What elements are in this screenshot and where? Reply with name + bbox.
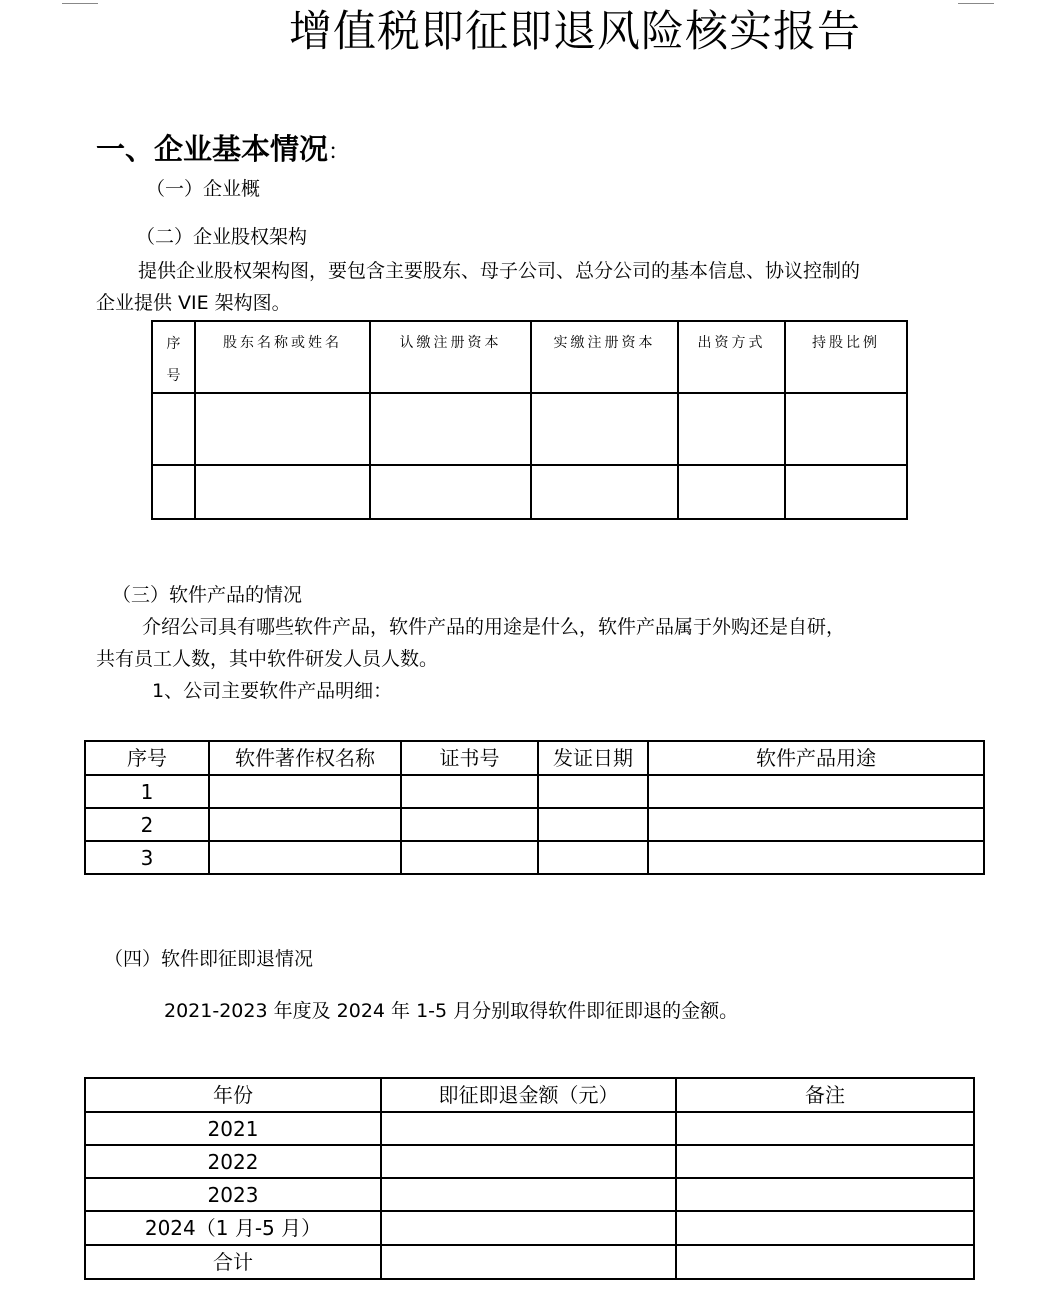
table-cell: [648, 841, 984, 874]
table-row: [85, 1178, 974, 1211]
software-table-header-row: [85, 741, 984, 775]
refund-amount-table: [84, 1077, 975, 1280]
table-cell: [381, 1245, 676, 1279]
table-cell: [678, 465, 785, 519]
header-refund-amount: 即征即退金额（元）: [381, 1078, 676, 1112]
table-row: [85, 1145, 974, 1178]
section-heading-text: 一、企业基本情况: [96, 132, 329, 166]
table-row-total: [85, 1245, 974, 1279]
table-cell: [209, 808, 401, 841]
table-cell: [381, 1178, 676, 1211]
table-cell: [676, 1178, 974, 1211]
table-cell: [676, 1211, 974, 1245]
header-shareholding-ratio: 持股比例: [785, 321, 907, 393]
table-cell: [370, 465, 531, 519]
table-cell: [401, 808, 538, 841]
table-cell: [676, 1145, 974, 1178]
report-title: 增值税即征即退风险核实报告: [289, 7, 861, 57]
row-total-label: 合计: [85, 1245, 381, 1279]
table-cell: [785, 465, 907, 519]
header-seq: 序 号: [152, 321, 195, 393]
section-heading-colon: ：: [328, 140, 351, 165]
header-seq: 序号: [85, 741, 209, 775]
header-shareholder-name: 股东名称或姓名: [195, 321, 370, 393]
table-cell: [195, 393, 370, 465]
row-year: 2022: [85, 1145, 381, 1178]
table-cell: [538, 808, 648, 841]
header-issue-date: 发证日期: [538, 741, 648, 775]
equity-desc-line1: 提供企业股权架构图，要包含主要股东、母子公司、总分公司的基本信息、协议控制的: [138, 260, 861, 282]
header-paidin-capital: 实缴注册资本: [531, 321, 678, 393]
table-row: [85, 1112, 974, 1145]
table-cell: [648, 775, 984, 808]
software-product-table: [84, 740, 985, 875]
table-cell: [381, 1112, 676, 1145]
table-row: [152, 465, 907, 519]
row-seq: 3: [85, 841, 209, 874]
table-row: [85, 841, 984, 874]
equity-desc-line2: 企业提供 VIE 架构图。: [96, 292, 291, 314]
refund-desc: 2021-2023 年度及 2024 年 1-5 月分别取得软件即征即退的金额。: [164, 1000, 739, 1022]
table-cell: [401, 775, 538, 808]
header-subscribed-capital: 认缴注册资本: [370, 321, 531, 393]
software-desc-line1: 介绍公司具有哪些软件产品，软件产品的用途是什么，软件产品属于外购还是自研，: [142, 616, 846, 638]
row-year: 2024（1 月-5 月）: [85, 1211, 381, 1245]
table-cell: [209, 775, 401, 808]
table-row: [85, 775, 984, 808]
header-certificate-no: 证书号: [401, 741, 538, 775]
table-cell: [381, 1211, 676, 1245]
section-heading: [96, 124, 350, 178]
table-cell: [538, 841, 648, 874]
table-cell: [531, 465, 678, 519]
subsection-overview: （一）企业概: [146, 178, 261, 200]
subsection-equity-structure: （二）企业股权架构: [136, 226, 308, 248]
header-product-usage: 软件产品用途: [648, 741, 984, 775]
subsection-software-products: （三）软件产品的情况: [112, 584, 303, 606]
table-cell: [538, 775, 648, 808]
table-cell: [678, 393, 785, 465]
table-cell: [381, 1145, 676, 1178]
shareholder-table-header-row: [152, 321, 907, 393]
row-year: 2023: [85, 1178, 381, 1211]
software-list-title: 1、公司主要软件产品明细：: [152, 680, 393, 702]
table-cell: [195, 465, 370, 519]
table-cell: [785, 393, 907, 465]
header-copyright-name: 软件著作权名称: [209, 741, 401, 775]
table-cell: [152, 465, 195, 519]
table-cell: [152, 393, 195, 465]
row-seq: 1: [85, 775, 209, 808]
header-remarks: 备注: [676, 1078, 974, 1112]
header-year: 年份: [85, 1078, 381, 1112]
row-year: 2021: [85, 1112, 381, 1145]
table-row: [85, 808, 984, 841]
table-cell: [676, 1112, 974, 1145]
shareholder-table: [151, 320, 908, 520]
software-desc-line2: 共有员工人数，其中软件研发人员人数。: [96, 648, 439, 670]
row-seq: 2: [85, 808, 209, 841]
subsection-refund-status: （四）软件即征即退情况: [104, 948, 314, 970]
table-row: [152, 393, 907, 465]
header-contribution-method: 出资方式: [678, 321, 785, 393]
table-cell: [209, 841, 401, 874]
table-row: [85, 1211, 974, 1245]
table-cell: [648, 808, 984, 841]
table-cell: [531, 393, 678, 465]
table-cell: [401, 841, 538, 874]
refund-table-header-row: [85, 1078, 974, 1112]
table-cell: [370, 393, 531, 465]
table-cell: [676, 1245, 974, 1279]
